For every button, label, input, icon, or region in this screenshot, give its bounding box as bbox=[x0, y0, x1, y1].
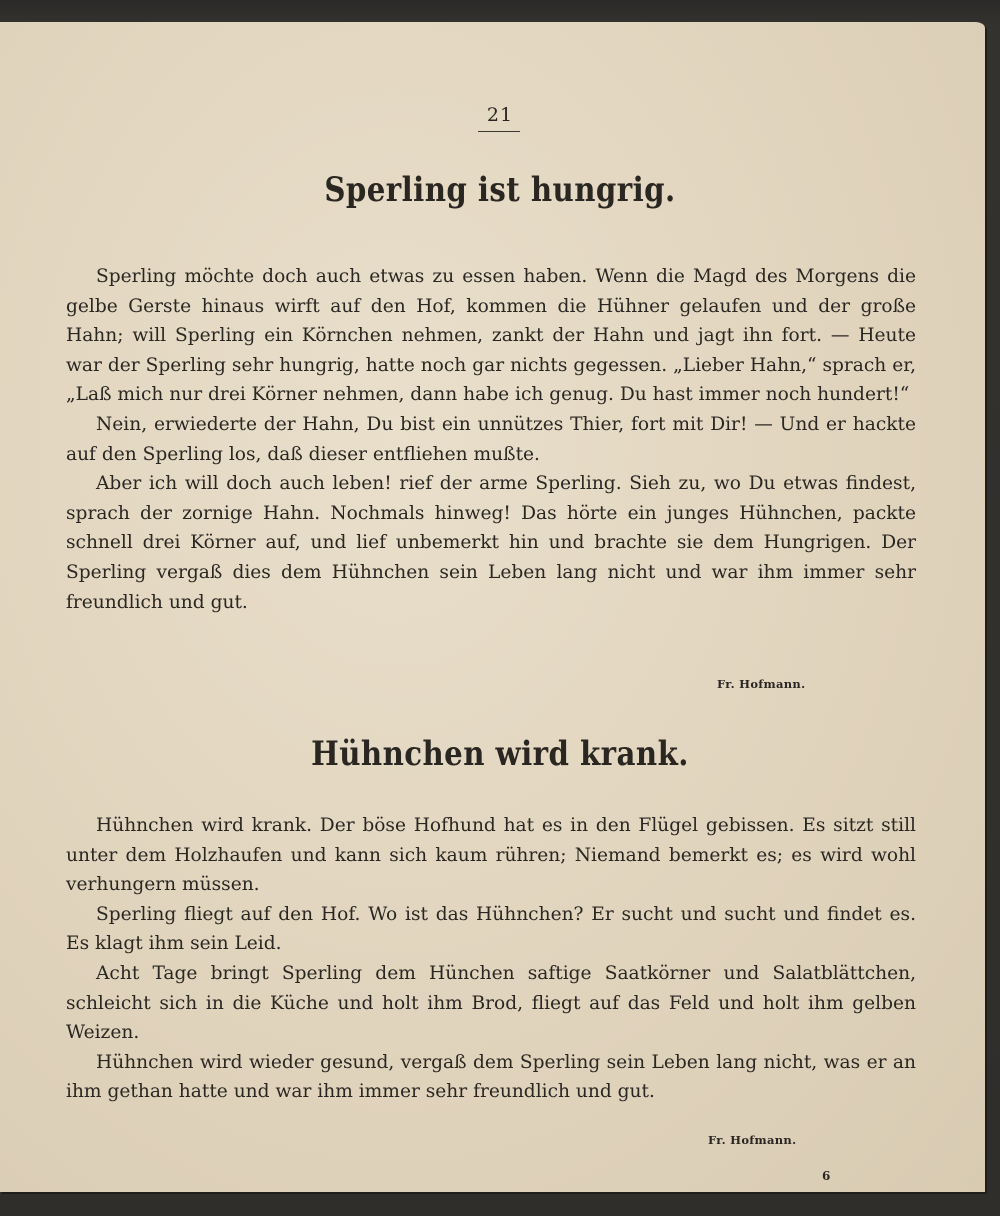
book-page bbox=[0, 22, 985, 1192]
page-number-rule bbox=[478, 131, 520, 132]
paragraph: Acht Tage bringt Sperling dem Hünchen saftige Saatkörner und Salatblättchen, schleicht sich in die Küche und holt ihm Brod, fliegt auf das Feld und holt ihm gelben Weizen. bbox=[66, 962, 916, 1044]
story-body-sperling bbox=[66, 262, 916, 617]
paragraph: Aber ich will doch auch leben! rief der arme Sperling. Sieh zu, wo Du etwas findest, sprach der zornige Hahn. Nochmals hinweg! Das hörte ein junges Hühnchen, packte schnell drei Körner auf, und lief unbemerkt hin und brachte sie dem Hungrigen. Der Sperling vergaß dies dem Hühnchen sein Leben lang nicht und war ihm immer sehr freundlich und gut. bbox=[66, 473, 916, 613]
author-signature: Fr. Hofmann. bbox=[717, 677, 806, 691]
story-title-sperling: Sperling ist hungrig. bbox=[324, 170, 676, 210]
paragraph: Hühnchen wird wieder gesund, vergaß dem Sperling sein Leben lang nicht, was er an ihm gethan hatte und war ihm immer sehr freundlich und gut. bbox=[66, 1051, 916, 1103]
paragraph: Hühnchen wird krank. Der böse Hofhund hat es in den Flügel gebissen. Es sitzt still unter dem Holzhaufen und kann sich kaum rühren; Niemand bemerkt es; es wird wohl verhungern müssen. bbox=[66, 815, 916, 896]
paragraph: Sperling möchte doch auch etwas zu essen haben. Wenn die Magd des Morgens die gelbe Gerste hinaus wirft auf den Hof, kommen die Hühner gelaufen und der große Hahn; will Sperling ein Körnchen nehmen, zankt der Hahn und jagt ihn fort. — Heute war der Sperling sehr hungrig, hatte noch gar nichts gegessen. „Lieber Hahn,“ sprach er, „Laß mich nur drei Körner nehmen, dann habe ich genug. Du hast immer noch hundert!“ bbox=[66, 266, 916, 406]
story-title-huehnchen: Hühnchen wird krank. bbox=[311, 734, 689, 774]
paragraph: Nein, erwiederte der Hahn, Du bist ein unnützes Thier, fort mit Dir! — Und er hackte auf den Sperling los, daß dieser entfliehen mußte. bbox=[66, 413, 916, 465]
sheet-signature-mark: 6 bbox=[822, 1169, 831, 1183]
story-body-huehnchen bbox=[66, 811, 916, 1107]
author-signature: Fr. Hofmann. bbox=[708, 1133, 797, 1147]
page-number: 21 bbox=[486, 104, 514, 126]
paragraph: Sperling fliegt auf den Hof. Wo ist das Hühnchen? Er sucht und sucht und findet es. Es klagt ihm sein Leid. bbox=[66, 903, 916, 955]
